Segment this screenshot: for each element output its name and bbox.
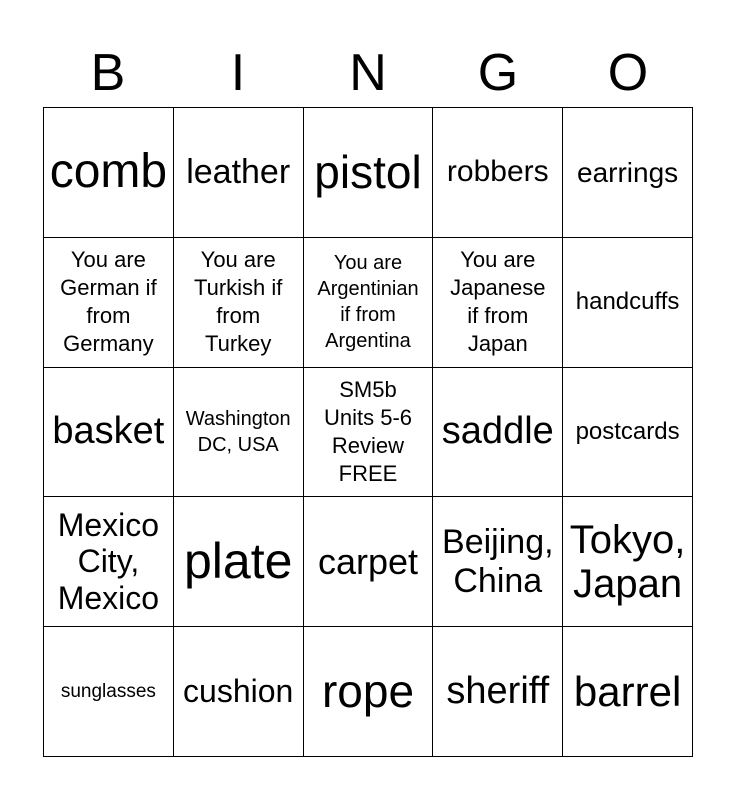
bingo-cell[interactable] <box>44 627 174 757</box>
cell-text: comb <box>49 145 168 199</box>
cell-text: basket <box>52 410 165 453</box>
cell-text: You are German if from Germany <box>60 246 157 357</box>
cell-text: Mexico City, Mexico <box>57 506 160 617</box>
bingo-cell[interactable] <box>44 108 174 238</box>
cell-text: pistol <box>314 146 422 199</box>
bingo-cell[interactable] <box>304 368 434 498</box>
cell-text: robbers <box>446 155 549 189</box>
bingo-cell[interactable] <box>174 238 304 368</box>
bingo-cell[interactable] <box>563 497 693 627</box>
bingo-cell[interactable] <box>433 108 563 238</box>
cell-text: leather <box>186 152 291 191</box>
cell-text: plate <box>183 533 293 590</box>
bingo-header <box>43 38 693 108</box>
cell-text: Washington DC, USA <box>185 407 291 456</box>
header-letter-b: B <box>90 44 126 102</box>
bingo-cell[interactable] <box>563 108 693 238</box>
cell-text: earrings <box>577 156 679 188</box>
bingo-cell[interactable] <box>44 238 174 368</box>
bingo-cell[interactable] <box>44 497 174 627</box>
header-letter-i: I <box>230 44 246 102</box>
cell-text: You are Argentinian if from Argentina <box>317 252 419 353</box>
bingo-cell[interactable] <box>304 627 434 757</box>
cell-text: sunglasses <box>60 680 156 702</box>
cell-text: You are Japanese if from Japan <box>450 246 546 357</box>
bingo-card-grid <box>43 107 693 757</box>
cell-text: rope <box>321 665 415 718</box>
cell-text: handcuffs <box>575 287 680 315</box>
bingo-cell[interactable] <box>304 238 434 368</box>
bingo-cell[interactable] <box>174 108 304 238</box>
bingo-cell[interactable] <box>563 238 693 368</box>
cell-text: carpet <box>317 541 419 583</box>
cell-text: cushion <box>183 673 294 710</box>
bingo-cell[interactable] <box>174 368 304 498</box>
bingo-cell[interactable] <box>174 627 304 757</box>
bingo-cell[interactable] <box>433 238 563 368</box>
cell-text: Beijing, China <box>442 522 554 600</box>
cell-text: Tokyo, Japan <box>569 517 686 606</box>
bingo-cell[interactable] <box>304 108 434 238</box>
bingo-cell[interactable] <box>44 368 174 498</box>
cell-text: postcards <box>575 417 680 445</box>
bingo-cell[interactable] <box>304 497 434 627</box>
bingo-cell[interactable] <box>563 368 693 498</box>
bingo-cell[interactable] <box>433 497 563 627</box>
header-letter-o: O <box>607 44 649 102</box>
cell-text: You are Turkish if from Turkey <box>193 246 283 357</box>
bingo-cell[interactable] <box>433 627 563 757</box>
bingo-cell[interactable] <box>174 497 304 627</box>
header-letter-g: G <box>477 44 519 102</box>
cell-text: SM5b Units 5-6 Review FREE <box>323 376 413 487</box>
bingo-cell[interactable] <box>563 627 693 757</box>
header-letter-n: N <box>349 44 387 102</box>
cell-text: barrel <box>573 667 682 715</box>
bingo-cell[interactable] <box>433 368 563 498</box>
cell-text: saddle <box>441 410 554 453</box>
cell-text: sheriff <box>446 669 550 712</box>
